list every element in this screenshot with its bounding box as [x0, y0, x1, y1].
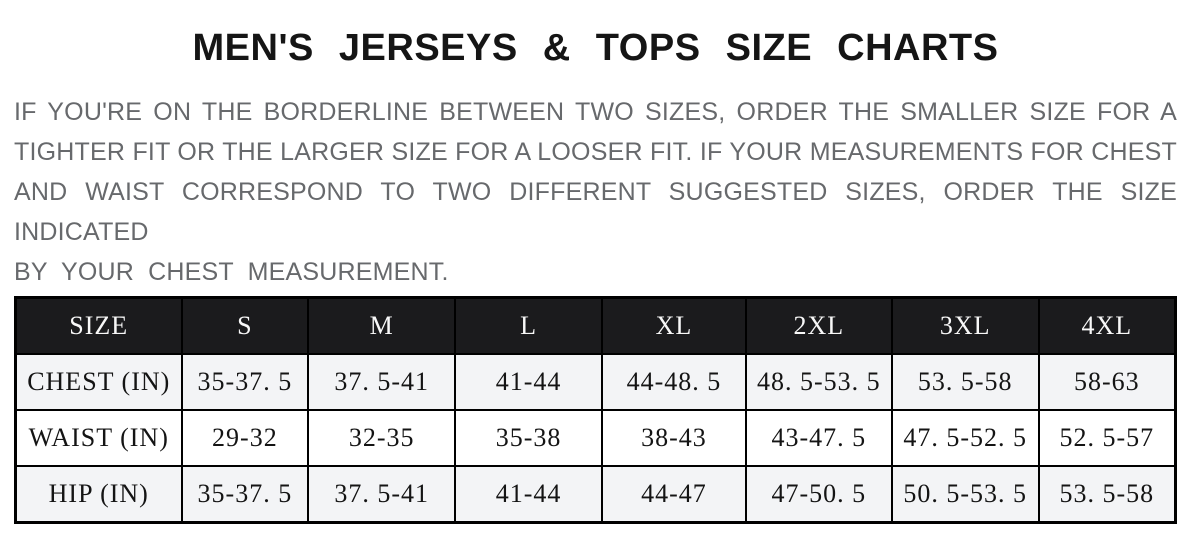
cell-chest-2xl: 48. 5-53. 5	[746, 354, 892, 410]
cell-hip-l: 41-44	[455, 466, 602, 523]
cell-waist-4xl: 52. 5-57	[1039, 410, 1176, 466]
cell-chest-m: 37. 5-41	[308, 354, 455, 410]
intro-line-3: AND WAIST CORRESPOND TO TWO DIFFERENT SUGGESTED SIZES, ORDER THE SIZE INDICATED	[14, 178, 1177, 246]
cell-waist-s: 29-32	[182, 410, 309, 466]
cell-hip-xl: 44-47	[602, 466, 746, 523]
header-row	[16, 298, 1176, 355]
cell-chest-l: 41-44	[455, 354, 602, 410]
cell-waist-m: 32-35	[308, 410, 455, 466]
intro-paragraph	[14, 92, 1177, 292]
column-header-m: M	[308, 298, 455, 355]
cell-hip-3xl: 50. 5-53. 5	[892, 466, 1039, 523]
page-title: MEN'S JERSEYS & TOPS SIZE CHARTS	[192, 27, 999, 69]
cell-waist-xl: 38-43	[602, 410, 746, 466]
cell-hip-2xl: 47-50. 5	[746, 466, 892, 523]
cell-waist-l: 35-38	[455, 410, 602, 466]
row-label-hip: HIP (IN)	[16, 466, 182, 523]
cell-chest-xl: 44-48. 5	[602, 354, 746, 410]
cell-hip-4xl: 53. 5-58	[1039, 466, 1176, 523]
intro-line-2: TIGHTER FIT OR THE LARGER SIZE FOR A LOOSER FIT. IF YOUR MEASUREMENTS FOR CHEST	[14, 138, 1177, 166]
cell-chest-s: 35-37. 5	[182, 354, 309, 410]
table-row-hip	[16, 466, 1176, 523]
row-label-chest: CHEST (IN)	[16, 354, 182, 410]
column-header-s: S	[182, 298, 309, 355]
cell-waist-3xl: 47. 5-52. 5	[892, 410, 1039, 466]
cell-waist-2xl: 43-47. 5	[746, 410, 892, 466]
column-header-3xl: 3XL	[892, 298, 1039, 355]
column-header-xl: XL	[602, 298, 746, 355]
column-header-size: SIZE	[16, 298, 182, 355]
column-header-4xl: 4XL	[1039, 298, 1176, 355]
intro-line-4: BY YOUR CHEST MEASUREMENT.	[14, 258, 449, 286]
column-header-2xl: 2XL	[746, 298, 892, 355]
cell-chest-3xl: 53. 5-58	[892, 354, 1039, 410]
cell-hip-m: 37. 5-41	[308, 466, 455, 523]
size-chart-table	[14, 296, 1177, 524]
table-row-waist	[16, 410, 1176, 466]
column-header-l: L	[455, 298, 602, 355]
cell-hip-s: 35-37. 5	[182, 466, 309, 523]
size-chart-page	[0, 26, 1191, 524]
table-row-chest	[16, 354, 1176, 410]
cell-chest-4xl: 58-63	[1039, 354, 1176, 410]
row-label-waist: WAIST (IN)	[16, 410, 182, 466]
intro-line-1: IF YOU'RE ON THE BORDERLINE BETWEEN TWO SIZES, ORDER THE SMALLER SIZE FOR A	[14, 98, 1177, 126]
